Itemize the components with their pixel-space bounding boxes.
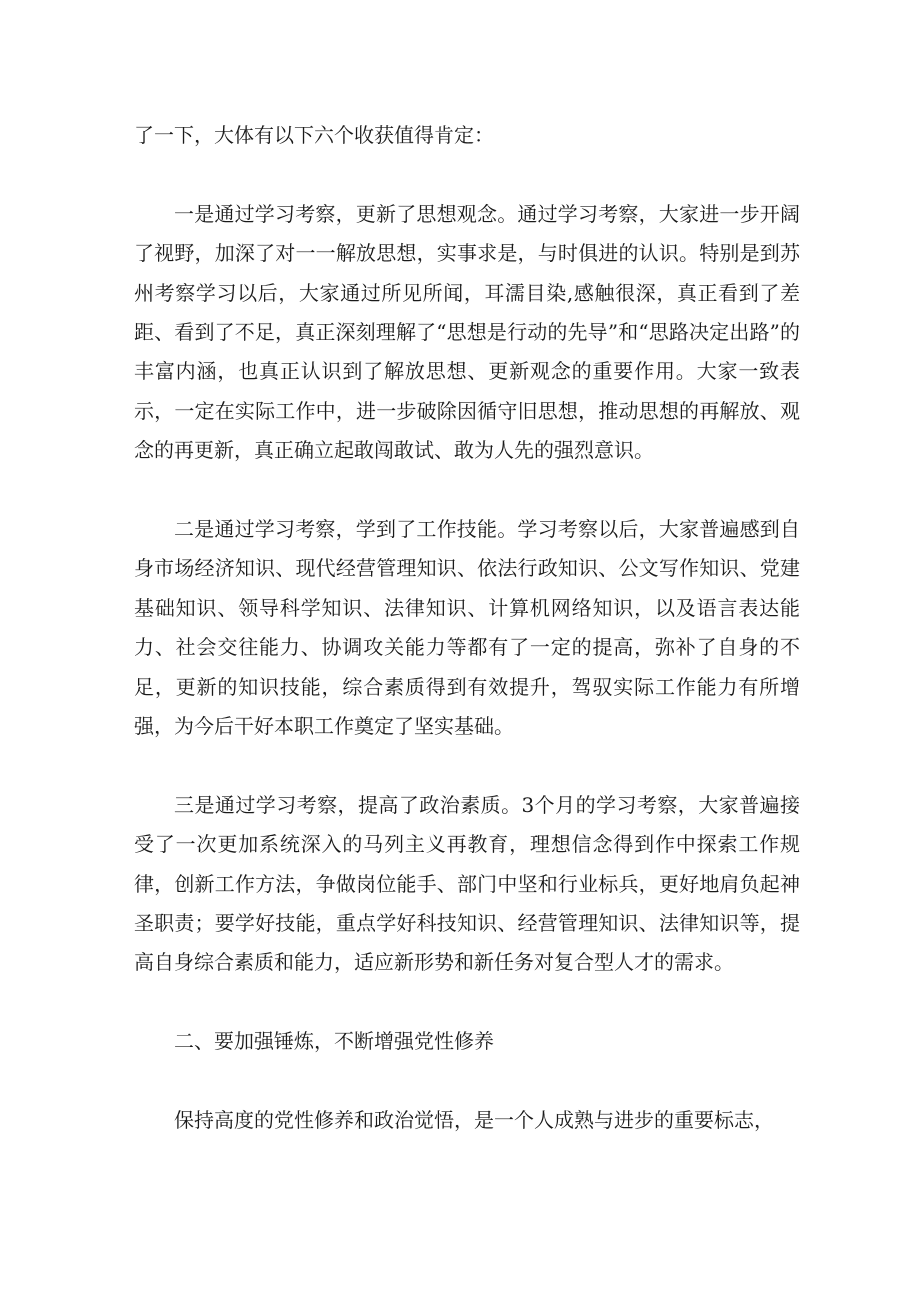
- paragraph-intro-continuation: 了一下，大体有以下六个收获值得肯定：: [134, 123, 494, 147]
- paragraph-gain-three: 三是通过学习考察，提高了政治素质。3个月的学习考察，大家普遍接受了一次更加系统深入的马列主义再教育，理想信念得到作中探索工作规律，创新工作方法，争做岗位能手、部门中坚和行业标兵，更好地肩负起神圣职责；要学好技能，重点学好科技知识、经营管理知识、法律知识等，提高自身综合素质和能力，适应新形势和新任务对复合型人才的需求。: [134, 792, 800, 975]
- paragraph-gain-one: 一是通过学习考察，更新了思想观念。通过学习考察，大家进一步开阔了视野，加深了对一一解放思想，实事求是，与时俱进的认识。特别是到苏州考察学习以后，大家通过所见所闻，耳濡目染,感触很深，真正看到了差距、看到了不足，真正深刻理解了“思想是行动的先导”和“思路决定出路”的丰富内涵，也真正认识到了解放思想、更新观念的重要作用。大家一致表示，一定在实际工作中，进一步破除因循守旧思想，推动思想的再解放、观念的再更新，真正确立起敢闯敢试、敢为人先的强烈意识。: [134, 201, 800, 463]
- paragraph-party-spirit: 保持高度的党性修养和政治觉悟，是一个人成熟与进步的重要标志，: [174, 1108, 774, 1133]
- section-heading-two: 二、要加强锤炼，不断增强党性修养: [174, 1029, 494, 1054]
- document-body: [134, 116, 800, 1140]
- paragraph-gain-two: 二是通过学习考察，学到了工作技能。学习考察以后，大家普遍感到自身市场经济知识、现代经营管理知识、依法行政知识、公文写作知识、党建基础知识、领导科学知识、法律知识、计算机网络知识，以及语言表达能力、社会交往能力、协调攻关能力等都有了一定的提高，弥补了自身的不足，更新的知识技能，综合素质得到有效提升，驾驭实际工作能力有所增强，为今后干好本职工作奠定了坚实基础。: [134, 517, 800, 739]
